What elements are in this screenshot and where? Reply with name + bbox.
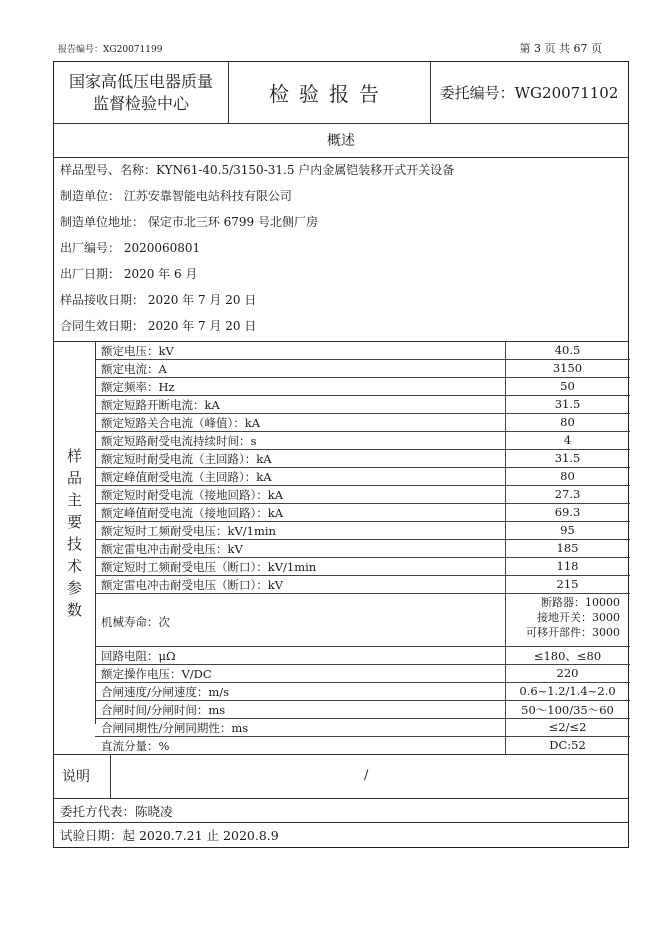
param-value: 31.5 xyxy=(554,397,581,411)
page-number: 第 3 页 共 67 页 xyxy=(519,42,602,55)
param-name: 额定峰值耐受电流（接地回路）：kA xyxy=(101,506,284,520)
param-name: 合闸同期性/分闸同期性：ms xyxy=(101,721,249,735)
param-value: 3150 xyxy=(552,361,583,375)
param-value: 220 xyxy=(556,666,579,680)
divider xyxy=(54,822,628,823)
param-value: 80 xyxy=(560,469,575,483)
param-name: 额定短时工频耐受电压：kV/1min xyxy=(101,524,276,538)
divider xyxy=(505,341,506,754)
main-params-label: 样 品 主 要 技 术 参 数 xyxy=(66,446,82,619)
param-name: 合闸时间/分闸时间：ms xyxy=(101,703,226,717)
param-value: 185 xyxy=(556,541,579,555)
info-manufacturer: 制造单位： 江苏安靠智能电站科技有限公司 xyxy=(60,189,292,203)
param-value: 69.3 xyxy=(554,505,581,519)
divider xyxy=(54,798,628,799)
divider xyxy=(95,341,96,724)
param-value: 50～100/35～60 xyxy=(521,703,614,717)
note-label: 说明 xyxy=(62,769,90,785)
issuing-organization: 国家高低压电器质量 监督检验中心 xyxy=(68,71,213,113)
report-sheet xyxy=(53,61,629,848)
param-name: 额定电流：A xyxy=(101,362,167,376)
report-number: 报告编号：XG20071199 xyxy=(58,45,163,55)
param-name: 回路电阻：μΩ xyxy=(101,649,176,663)
param-name: 额定短时耐受电流（主回路）：kA xyxy=(101,452,272,466)
divider xyxy=(54,157,628,158)
param-value: 31.5 xyxy=(554,451,581,465)
info-sample-model: 样品型号、名称：KYN61-40.5/3150-31.5 户内金属铠装移开式开关设备 xyxy=(60,163,455,177)
info-receive-date: 样品接收日期： 2020 年 7 月 20 日 xyxy=(60,293,257,307)
param-name: 额定雷电冲击耐受电压（断口）：kV xyxy=(101,578,284,592)
param-value: 0.6~1.2/1.4~2.0 xyxy=(519,684,616,698)
note-value: / xyxy=(364,768,369,783)
param-value: 4 xyxy=(563,433,572,447)
param-name: 额定短时耐受电流（接地回路）：kA xyxy=(101,488,284,502)
param-value: 215 xyxy=(556,577,579,591)
param-name: 额定电压：kV xyxy=(101,344,174,358)
info-manufacture-date: 出厂日期： 2020 年 6 月 xyxy=(60,267,198,281)
param-value: 80 xyxy=(560,415,575,429)
param-value: ≤2/≤2 xyxy=(548,720,587,734)
param-name: 直流分量：% xyxy=(101,739,170,753)
param-name: 额定峰值耐受电流（主回路）：kA xyxy=(101,470,272,484)
mech-life-values: 断路器：10000 接地开关：3000 可移开部件：3000 xyxy=(526,596,620,639)
param-value: 50 xyxy=(560,379,575,393)
param-value: 40.5 xyxy=(554,343,581,357)
info-contract-date: 合同生效日期： 2020 年 7 月 20 日 xyxy=(60,319,257,333)
client-representative: 委托方代表：陈晓凌 xyxy=(60,804,173,819)
report-title: 检验报告 xyxy=(269,82,389,106)
param-name: 额定短路开断电流：kA xyxy=(101,398,220,412)
param-value: 118 xyxy=(556,559,579,573)
test-date: 试验日期：起 2020.7.21 止 2020.8.9 xyxy=(60,828,279,843)
entrust-number: 委托编号： WG20071102 xyxy=(439,83,619,102)
param-name: 额定操作电压：V/DC xyxy=(101,667,212,681)
param-name: 额定雷电冲击耐受电压：kV xyxy=(101,542,243,556)
param-value: DC:52 xyxy=(549,738,586,752)
info-serial-number: 出厂编号： 2020060801 xyxy=(60,241,201,255)
divider xyxy=(54,341,628,342)
info-manufacturer-address: 制造单位地址： 保定市北三环 6799 号北侧厂房 xyxy=(60,215,318,229)
section-title: 概述 xyxy=(327,133,355,149)
param-name: 额定短路关合电流（峰值）：kA xyxy=(101,416,261,430)
divider xyxy=(54,754,628,755)
param-name: 机械寿命：次 xyxy=(101,615,170,629)
param-value: ≤180、≤80 xyxy=(533,649,602,663)
param-value: 27.3 xyxy=(554,487,581,501)
param-name: 额定短路耐受电流持续时间：s xyxy=(101,434,257,448)
param-value: 95 xyxy=(560,523,575,537)
param-name: 合闸速度/分闸速度：m/s xyxy=(101,685,230,699)
divider xyxy=(110,754,111,798)
param-name: 额定频率：Hz xyxy=(101,380,175,394)
param-name: 额定短时工频耐受电压（断口）：kV/1min xyxy=(101,560,317,574)
